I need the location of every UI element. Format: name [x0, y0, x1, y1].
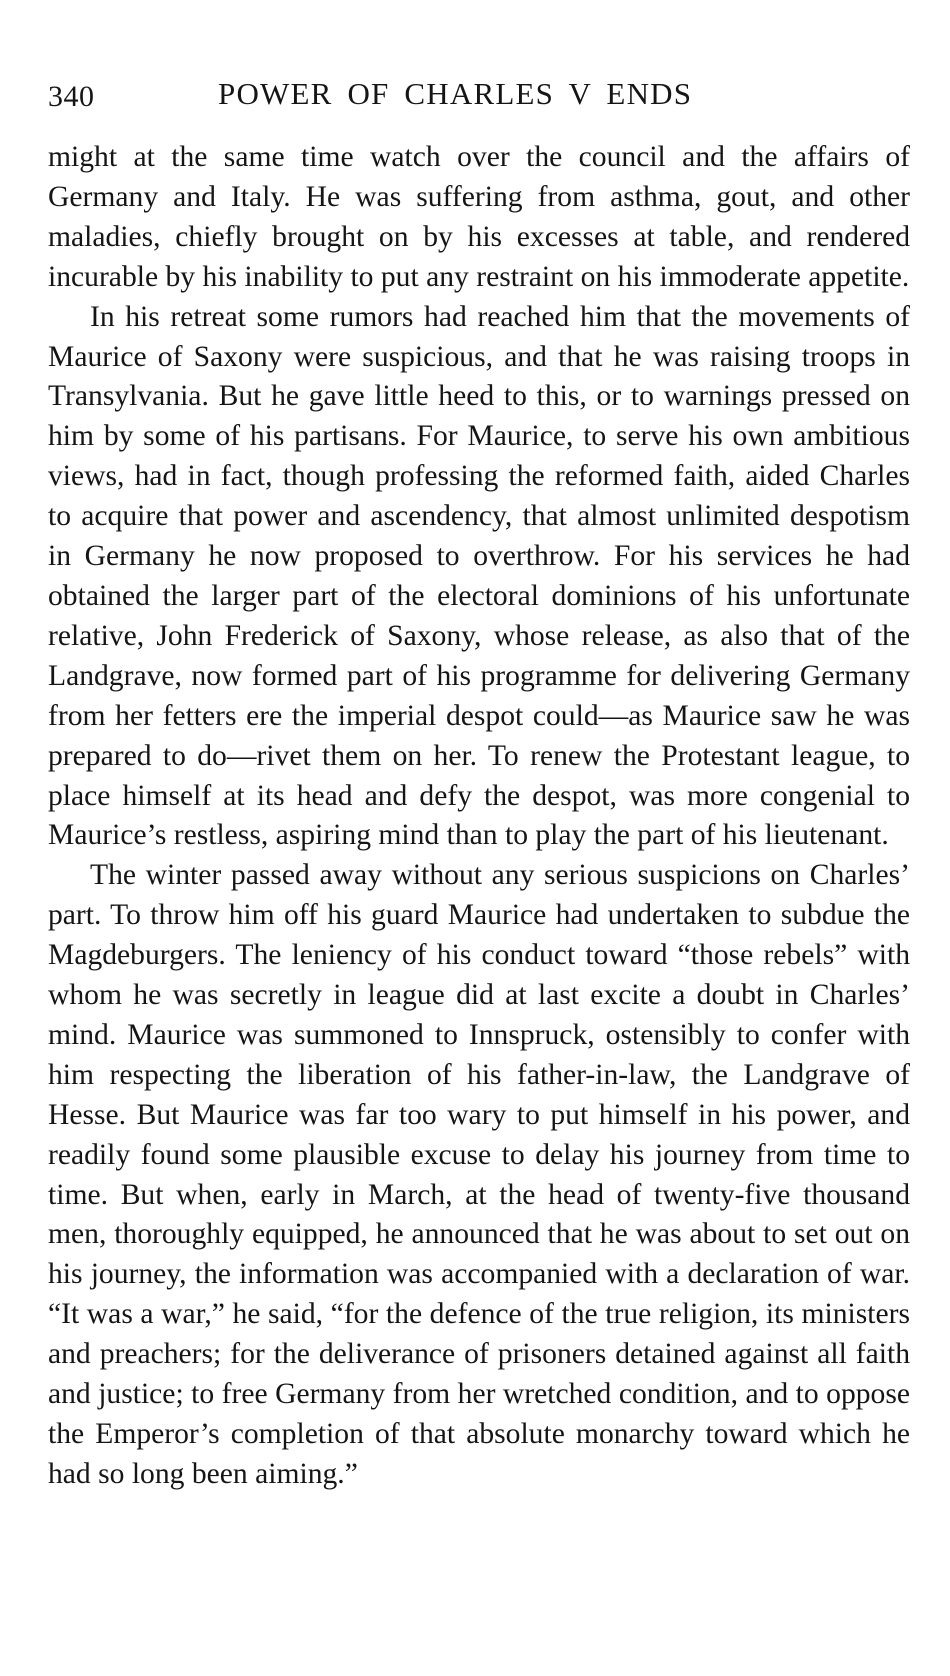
paragraph-continuation: might at the same time watch over the council and the affairs of Germany and Italy. He was suffering from asthma, gout, and other maladies, chiefly brought on by his excesses at table, and rendered incurable by his inability to put any restraint on his immoderate appetite.	[48, 141, 910, 293]
body-text	[48, 138, 910, 1495]
page-number: 340	[48, 80, 95, 113]
paragraph-declaration-of-war: The winter passed away without any serious suspicions on Charles’ part. To throw him off his guard Maurice had undertaken to subdue the Magdeburgers. The leniency of his conduct toward “those rebels” with whom he was secretly in league did at last excite a doubt in Charles’ mind. Maurice was summoned to Innspruck, ostensibly to confer with him respecting the liberation of his father-in-law, the Landgrave of Hesse. But Maurice was far too wary to put himself in his power, and readily found some plausible excuse to delay his journey from time to time. But when, early in March, at the head of twenty-five thousand men, thoroughly equipped, he announced that he was about to set out on his journey, the information was accompanied with a declaration of war. “It was a war,” he said, “for the defence of the true religion, its ministers and preachers; for the deliverance of prisoners detained against all faith and justice; to free Germany from her wretched condition, and to oppose the Emperor’s completion of that absolute monarchy toward which he had so long been aiming.”	[48, 859, 910, 1490]
paragraph-maurice-movements: In his retreat some rumors had reached him that the movements of Maurice of Saxony were suspicious, and that he was raising troops in Transylvania. But he gave little heed to this, or to warnings pressed on him by some of his partisans. For Maurice, to serve his own ambitious views, had in fact, though professing the reformed faith, aided Charles to acquire that power and ascendency, that almost unlimited despotism in Germany he now proposed to overthrow. For his services he had obtained the larger part of the electoral dominions of his unfortunate relative, John Frederick of Saxony, whose release, as also that of the Landgrave, now formed part of his programme for delivering Germany from her fetters ere the imperial despot could—as Maurice saw he was prepared to do—rivet them on her. To renew the Protestant league, to place himself at its head and defy the despot, was more congenial to Maurice’s restless, aspiring mind than to play the part of his lieutenant.	[48, 300, 910, 852]
running-title: POWER OF CHARLES V ENDS	[218, 76, 693, 111]
running-head	[48, 76, 910, 120]
